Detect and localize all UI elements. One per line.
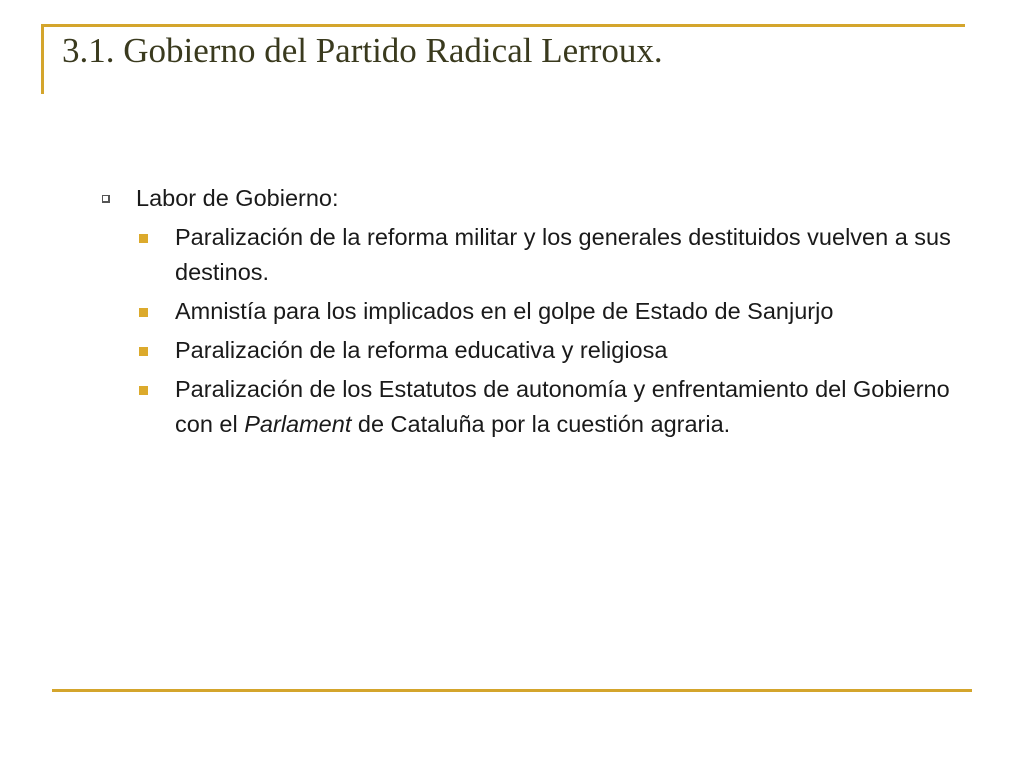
bullet-item <box>96 220 966 290</box>
bullet-text-after: de Cataluña por la cuestión agraria. <box>351 411 731 437</box>
bullet-text-italic: Parlament <box>244 411 352 437</box>
bullet-text-before: Paralización de los Estatutos de autonomía y enfrentamiento del Gobierno con el <box>175 376 950 437</box>
title-frame-left-line <box>41 24 44 94</box>
filled-square-bullet-icon <box>139 347 148 356</box>
section-heading-item <box>96 180 966 216</box>
bullet-text: Paralización de la reforma educativa y religiosa <box>175 337 668 363</box>
slide-body <box>96 180 966 446</box>
title-frame-top-line <box>41 24 965 27</box>
filled-square-bullet-icon <box>139 234 148 243</box>
section-heading-text: Labor de Gobierno: <box>136 185 339 211</box>
slide-title: 3.1. Gobierno del Partido Radical Lerroux. <box>62 31 663 70</box>
bullet-item <box>96 294 966 329</box>
bullet-text: Paralización de la reforma militar y los generales destituidos vuelven a sus destinos. <box>175 224 951 285</box>
filled-square-bullet-icon <box>139 308 148 317</box>
footer-rule <box>52 689 972 692</box>
bullet-item <box>96 372 966 442</box>
hollow-square-bullet-icon <box>102 195 110 203</box>
filled-square-bullet-icon <box>139 386 148 395</box>
bullet-item <box>96 333 966 368</box>
bullet-list <box>96 220 966 442</box>
bullet-text: Amnistía para los implicados en el golpe de Estado de Sanjurjo <box>175 298 834 324</box>
